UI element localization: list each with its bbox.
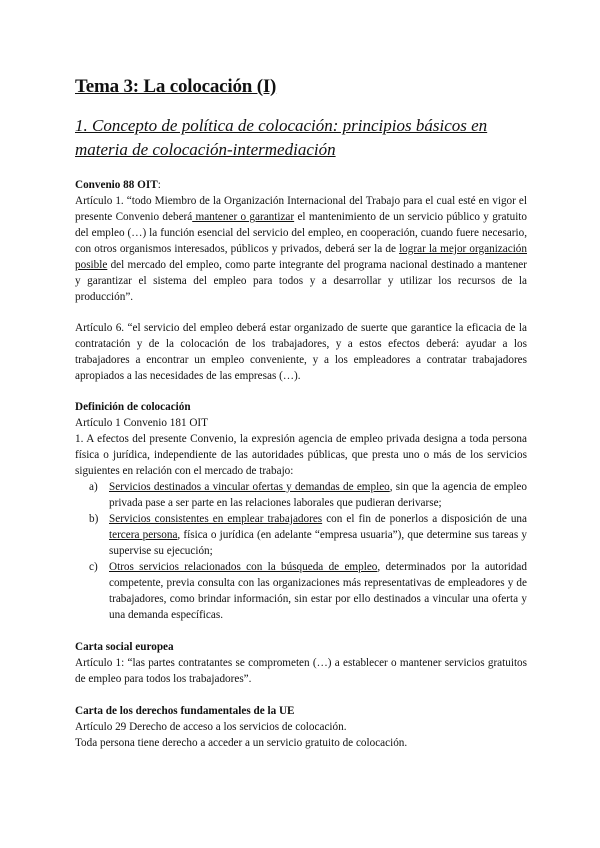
item-underline: Servicios consistentes en emplear trabajadores <box>109 513 323 525</box>
art1-underline-2: lograr la mejor organización posible <box>75 243 527 271</box>
list-item <box>75 559 527 623</box>
definicion-intro: 1. A efectos del presente Convenio, la expresión agencia de empleo privada designa a toda persona física o jurídica, independiente de las autoridades públicas, que presta uno o más de los servicios siguientes en relación con el mercado de trabajo: <box>75 433 527 477</box>
page-title: Tema 3: La colocación (I) <box>75 76 277 97</box>
list-item <box>75 511 527 559</box>
item-text: , sin que la agencia de empleo privada pase a ser parte en las relaciones laborales que pudieran derivarse; <box>109 481 527 509</box>
list-marker: c) <box>89 561 98 573</box>
definicion-heading: Definición de colocación <box>75 401 191 413</box>
list-marker: b) <box>89 513 99 525</box>
convenio-88-colon: : <box>157 179 161 191</box>
list-marker: a) <box>89 481 98 493</box>
convenio-88-heading: Convenio 88 OIT <box>75 179 158 191</box>
document-page <box>75 74 527 751</box>
list-item <box>75 479 527 511</box>
section-heading: 1. Concepto de política de colocación: principios básicos en materia de colocación-intermediación <box>75 116 488 159</box>
definicion-list <box>75 479 527 623</box>
carta-social-text: Artículo 1: “las partes contratantes se comprometen (…) a establecer o mantener servicios gratuitos de empleo para todos los trabajadores”. <box>75 657 527 685</box>
carta-ue-heading: Carta de los derechos fundamentales de la UE <box>75 705 295 717</box>
art1-text-2: el mantenimiento de un servicio público y gratuito del empleo (…) la función esencial del servicio del empleo, en cooperación, cuando fuere necesario, con otros organismos interesados, públicos y privados, deberá ser la de <box>75 211 527 255</box>
item-underline: Otros servicios relacionados con la búsqueda de empleo <box>109 561 378 573</box>
item-text-2: , física o jurídica (en adelante “empresa usuaria”), que determine sus tareas y supervise su ejecución; <box>109 529 528 557</box>
definicion-article: Artículo 1 Convenio 181 OIT <box>75 417 208 429</box>
art1-underline-1: mantener o garantizar <box>192 211 295 223</box>
carta-ue-line-1: Artículo 29 Derecho de acceso a los servicios de colocación. <box>75 721 347 733</box>
art1-text-1: Artículo 1. “todo Miembro de la Organización Internacional del Trabajo para el cual esté en vigor el presente Convenio deberá <box>75 195 527 223</box>
convenio-88-heading-line <box>75 177 527 193</box>
item-text: , determinados por la autoridad competente, previa consulta con las organizaciones más representativas de empleadores y de trabajadores, como brindar información, sin estar por ello destinados a vincular una oferta y una demanda específicas. <box>109 561 527 621</box>
art1-text-3: del mercado del empleo, como parte integrante del programa nacional destinado a mantener y garantizar el sistema del empleo para todos y a desarrollar y utilizar los recursos de la producción”. <box>75 259 527 303</box>
carta-ue-line-2: Toda persona tiene derecho a acceder a un servicio gratuito de colocación. <box>75 737 408 749</box>
item-underline: Servicios destinados a vincular ofertas y demandas de empleo <box>109 481 390 493</box>
convenio-88-article-6: Artículo 6. “el servicio del empleo deberá estar organizado de suerte que garantice la eficacia de la contratación y de la colocación de los trabajadores, y a estos efectos deberá: ayudar a los trabajadores a encontrar un empleo conveniente, y a los empleadores a contratar trabajadores apropiados a las necesidades de las empresas (…). <box>75 322 527 382</box>
carta-social-heading: Carta social europea <box>75 641 174 653</box>
item-underline-2: tercera persona <box>109 529 178 541</box>
convenio-88-article-1 <box>75 193 527 305</box>
item-text: con el fin de ponerlos a disposición de una <box>322 513 527 525</box>
